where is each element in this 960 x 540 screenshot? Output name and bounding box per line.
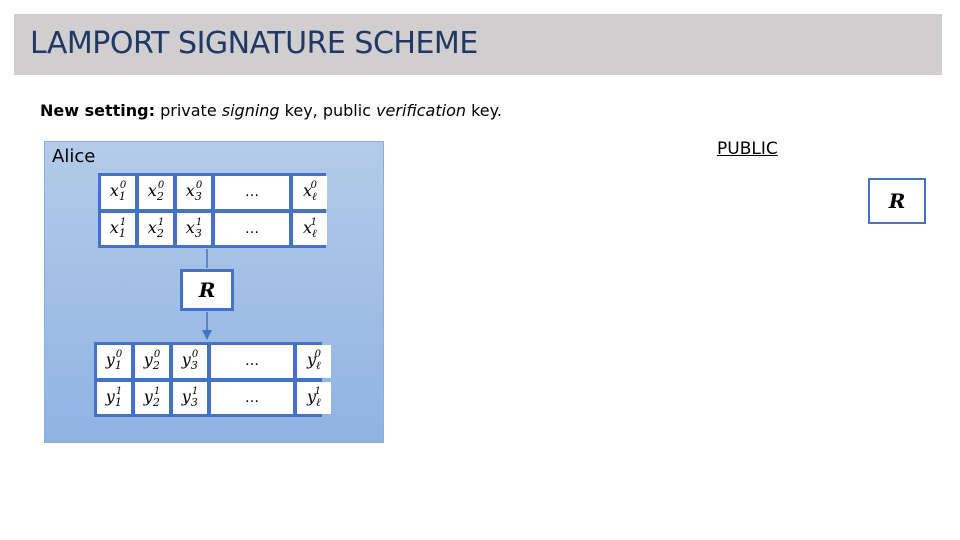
symbol-subscript: 1 bbox=[114, 359, 122, 373]
symbol-superscript: 0 bbox=[191, 349, 199, 361]
private-key-cell bbox=[177, 176, 211, 209]
public-function-r-box: R bbox=[868, 178, 926, 224]
public-key-cell bbox=[135, 345, 169, 378]
symbol-base: x bbox=[109, 217, 119, 237]
private-key-cell bbox=[215, 213, 289, 246]
function-r-box: R bbox=[180, 269, 234, 311]
subtitle-part3: key. bbox=[466, 101, 502, 120]
public-key-symbol bbox=[307, 387, 321, 409]
symbol-superscript: 0 bbox=[314, 349, 321, 361]
symbol-base: y bbox=[306, 350, 317, 370]
symbol-superscript: 1 bbox=[157, 216, 165, 228]
symbol-subscript: 1 bbox=[118, 226, 126, 240]
symbol-superscript: 1 bbox=[191, 385, 199, 397]
public-key-cell bbox=[173, 382, 207, 415]
symbol-subscript: 3 bbox=[190, 359, 198, 373]
private-key-cell bbox=[293, 213, 327, 246]
symbol-base: x bbox=[303, 181, 313, 201]
private-key-symbol bbox=[110, 181, 126, 203]
public-key-symbol bbox=[144, 387, 160, 409]
public-key-symbol bbox=[106, 387, 122, 409]
symbol-base: x bbox=[185, 181, 195, 201]
private-key-symbol bbox=[303, 181, 317, 203]
private-key-cell bbox=[215, 176, 289, 209]
symbol-base: y bbox=[105, 350, 115, 370]
subtitle-em1: signing bbox=[221, 101, 280, 120]
symbol-superscript: 0 bbox=[153, 349, 161, 361]
symbol-base: y bbox=[181, 350, 191, 370]
title-bar bbox=[14, 14, 942, 75]
public-key-cell bbox=[297, 345, 331, 378]
page-title: LAMPORT SIGNATURE SCHEME bbox=[30, 26, 478, 61]
symbol-base: y bbox=[306, 386, 317, 406]
private-key-cell bbox=[139, 213, 173, 246]
public-key-symbol bbox=[182, 350, 198, 372]
private-key-symbol bbox=[186, 218, 202, 240]
public-key-cell bbox=[97, 382, 131, 415]
ellipsis: … bbox=[245, 220, 259, 237]
symbol-superscript: 1 bbox=[153, 385, 161, 397]
public-key-symbol bbox=[144, 350, 160, 372]
subtitle bbox=[40, 101, 502, 120]
private-key-cell bbox=[101, 213, 135, 246]
symbol-subscript: ℓ bbox=[316, 359, 321, 373]
symbol-subscript: 3 bbox=[194, 226, 202, 240]
symbol-subscript: 1 bbox=[114, 395, 122, 409]
symbol-superscript: 1 bbox=[119, 216, 127, 228]
symbol-subscript: 3 bbox=[194, 190, 202, 204]
private-key-symbol bbox=[148, 218, 164, 240]
symbol-base: x bbox=[109, 181, 119, 201]
public-key-grid bbox=[94, 342, 322, 417]
subtitle-lead: New setting: bbox=[40, 101, 155, 120]
symbol-subscript: 2 bbox=[152, 395, 160, 409]
subtitle-em2: verification bbox=[376, 101, 466, 120]
public-key-cell bbox=[211, 382, 293, 415]
symbol-base: y bbox=[143, 350, 153, 370]
public-label: PUBLIC bbox=[717, 139, 778, 159]
private-key-cell bbox=[293, 176, 327, 209]
private-key-symbol bbox=[148, 181, 164, 203]
ellipsis: … bbox=[245, 184, 259, 201]
private-key-cell bbox=[177, 213, 211, 246]
private-key-symbol bbox=[110, 218, 126, 240]
public-key-cell bbox=[97, 345, 131, 378]
public-key-symbol bbox=[182, 387, 198, 409]
symbol-subscript: 2 bbox=[156, 226, 164, 240]
public-key-cell bbox=[297, 382, 331, 415]
subtitle-part1: private bbox=[155, 101, 222, 120]
symbol-superscript: 1 bbox=[314, 385, 321, 397]
symbol-subscript: ℓ bbox=[312, 226, 317, 240]
symbol-subscript: 2 bbox=[156, 190, 164, 204]
symbol-base: x bbox=[147, 181, 157, 201]
symbol-superscript: 0 bbox=[119, 180, 127, 192]
symbol-superscript: 0 bbox=[157, 180, 165, 192]
symbol-superscript: 1 bbox=[310, 216, 317, 228]
symbol-base: y bbox=[143, 386, 153, 406]
public-key-symbol bbox=[307, 350, 321, 372]
symbol-subscript: ℓ bbox=[316, 395, 321, 409]
symbol-superscript: 1 bbox=[195, 216, 203, 228]
public-key-cell bbox=[211, 345, 293, 378]
private-key-symbol bbox=[303, 218, 317, 240]
ellipsis: … bbox=[245, 389, 259, 406]
symbol-base: y bbox=[181, 386, 191, 406]
public-key-cell bbox=[135, 382, 169, 415]
symbol-subscript: 2 bbox=[152, 359, 160, 373]
public-key-symbol bbox=[106, 350, 122, 372]
symbol-subscript: 1 bbox=[118, 190, 126, 204]
symbol-base: x bbox=[303, 217, 313, 237]
private-key-grid bbox=[98, 173, 326, 248]
ellipsis: … bbox=[245, 353, 259, 370]
alice-label: Alice bbox=[52, 146, 96, 167]
private-key-symbol bbox=[186, 181, 202, 203]
public-key-cell bbox=[173, 345, 207, 378]
symbol-superscript: 0 bbox=[195, 180, 203, 192]
symbol-base: x bbox=[147, 217, 157, 237]
symbol-subscript: ℓ bbox=[312, 190, 317, 204]
private-key-cell bbox=[101, 176, 135, 209]
private-key-cell bbox=[139, 176, 173, 209]
symbol-base: y bbox=[105, 386, 115, 406]
subtitle-part2: key, public bbox=[279, 101, 377, 120]
symbol-superscript: 0 bbox=[310, 180, 317, 192]
symbol-base: x bbox=[185, 217, 195, 237]
symbol-superscript: 1 bbox=[115, 385, 123, 397]
symbol-subscript: 3 bbox=[190, 395, 198, 409]
symbol-superscript: 0 bbox=[115, 349, 123, 361]
